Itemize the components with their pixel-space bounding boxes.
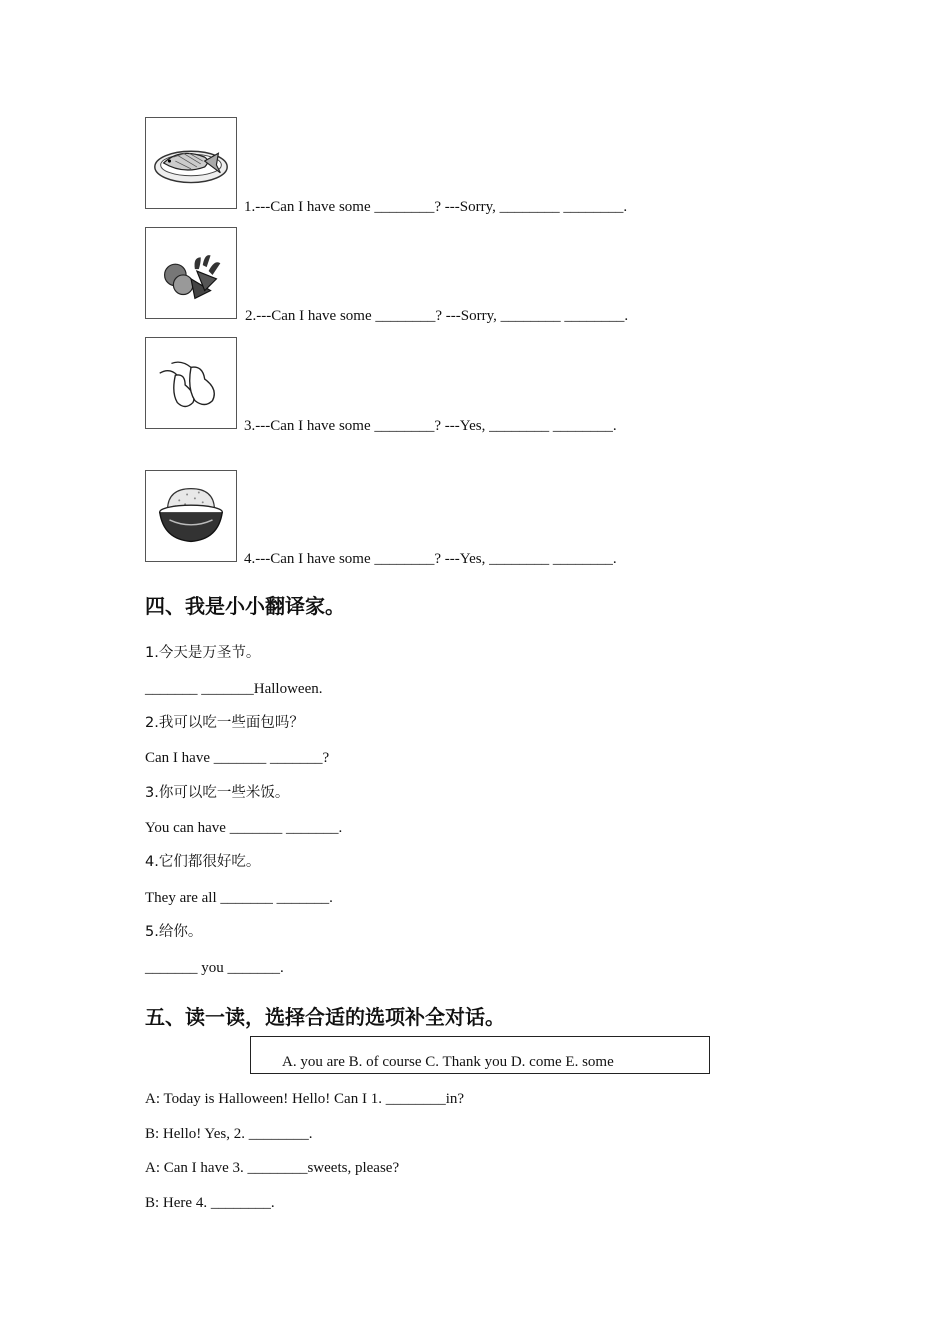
translation-prompt-1: 1.今天是万圣节。 [145,645,261,661]
picture-question-3: 3.---Can I have some ________? ---Yes, ________ ________. [244,418,617,434]
dialogue-line-1: A: Today is Halloween! Hello! Can I 1. ________in? [145,1091,465,1107]
pears-icon [145,337,237,429]
translation-answer-4: They are all _______ _______. [145,890,333,906]
translation-answer-5: _______ you _______. [145,960,284,976]
options-box [250,1036,710,1074]
dialogue-line-3: A: Can I have 3. ________sweets, please? [145,1160,400,1176]
translation-prompt-2: 2.我可以吃一些面包吗？ [145,715,304,731]
section-5-title: 五、读一读，选择合适的选项补全对话。 [145,1005,505,1029]
section-4-title: 四、我是小小翻译家。 [145,594,345,618]
picture-question-2: 2.---Can I have some ________? ---Sorry, ________ ________. [245,308,629,324]
dialogue-line-4: B: Here 4. ________. [145,1195,275,1211]
translation-prompt-5: 5.给你。 [145,924,203,940]
dialogue-line-2: B: Hello! Yes, 2. ________. [145,1126,313,1142]
rice-bowl-icon [145,470,237,562]
options-text: A. you are B. of course C. Thank you D. come E. some [282,1054,614,1070]
translation-prompt-4: 4.它们都很好吃。 [145,854,261,870]
translation-answer-3: You can have _______ _______. [145,820,343,836]
fruit-vegetables-icon [145,227,237,319]
picture-question-4: 4.---Can I have some ________? ---Yes, ________ ________. [244,551,617,567]
translation-prompt-3: 3.你可以吃一些米饭。 [145,785,290,801]
picture-question-1: 1.---Can I have some ________? ---Sorry, ________ ________. [244,199,628,215]
fish-plate-icon [145,117,237,209]
translation-answer-1: _______ _______Halloween. [145,681,323,697]
translation-answer-2: Can I have _______ _______? [145,750,330,766]
